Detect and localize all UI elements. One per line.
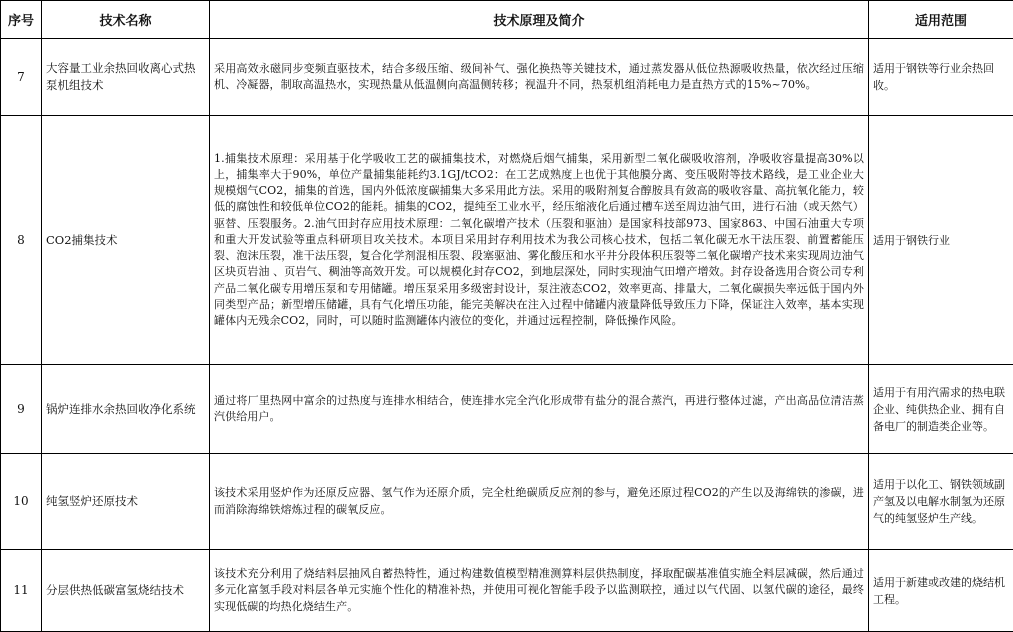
table-row (1, 365, 1013, 454)
table-row (1, 39, 1013, 116)
row-principle: 采用高效永磁同步变频直驱技术，结合多级压缩、级间补气、强化换热等关键技术，通过蒸发器从低位热源吸收热量，依次经过压缩机、冷凝器，制取高温热水，实现热量从低温侧向高温侧转移；视温升不同，热泵机组消耗电力是直热方式的15%~70%。 (210, 39, 869, 116)
row-name: 大容量工业余热回收离心式热泵机组技术 (42, 39, 210, 116)
row-principle: 通过将厂里热网中富余的过热度与连排水相结合，使连排水完全汽化形成带有盐分的混合蒸汽，再进行整体过滤，产出高品位清洁蒸汽供给用户。 (210, 365, 869, 454)
row-no: 11 (1, 550, 42, 632)
header-name: 技术名称 (42, 1, 210, 39)
row-principle: 该技术充分利用了烧结料层抽风自蓄热特性，通过构建数值模型精准测算料层供热制度，择取配碳基准值实施全料层减碳，然后通过多元化富氢手段对料层各单元实施个性化的精准补热，并使用可视化智能手段予以监测联控，通过以气代固、以氢代碳的途径，最终实现低碳的均热化烧结生产。 (210, 550, 869, 632)
row-scope: 适用于有用汽需求的热电联企业、纯供热企业、拥有自备电厂的制造类企业等。 (869, 365, 1013, 454)
row-scope: 适用于钢铁行业 (869, 116, 1013, 365)
row-scope: 适用于以化工、钢铁领域副产氢及以电解水制氢为还原气的纯氢竖炉生产线。 (869, 454, 1013, 550)
row-name: 锅炉连排水余热回收净化系统 (42, 365, 210, 454)
row-name: 纯氢竖炉还原技术 (42, 454, 210, 550)
table-row (1, 550, 1013, 632)
row-principle: 该技术采用竖炉作为还原反应器、氢气作为还原介质，完全杜绝碳质反应剂的参与，避免还原过程CO2的产生以及海绵铁的渗碳，进而消除海绵铁熔炼过程的碳氧反应。 (210, 454, 869, 550)
row-principle: 1.捕集技术原理：采用基于化学吸收工艺的碳捕集技术，对燃烧后烟气捕集，采用新型二氧化碳吸收溶剂，净吸收容量提高30%以上，捕集率大于90%，单位产量捕集能耗约3.1GJ/tCO2：在工艺成熟度上也优于其他膜分离、变压吸附等技术路线，是工业企业大规模烟气CO2，捕集的首选，国内外低浓度碳捕集大多采用此方法。采用的吸附剂复合醇胺具有敛高的吸收容量、高抗氧化能力，较低的腐蚀性和较低单位CO2的能耗。捕集的CO2，提纯至工业水平，经压缩液化后通过槽车送至周边油气田，进行石油（或天然气）驱替、压裂服务。2.油气田封存应用技术原理：二氧化碳增产技术（压裂和驱油）是国家科技部973、国家863、中国石油重大专项和重大开发试验等重点科研项目攻关技术。本项目采用封存利用技术为我公司核心技术，包括二氧化碳无水干法压裂、前置蓄能压裂、泡沫压裂，准干法压裂，复合化学剂混相压裂、段塞驱油、雾化酸压和水平井分段体积压裂等二氧化碳增产技术来实现周边油气区块页岩油 、页岩气、稠油等高效开发。可以规模化封存CO2，到地层深处，同时实现油气田增产增效。封存设备选用合资公司专利产品二氧化碳专用增压泵和专用储罐。增压泵采用多级密封设计，泵注液态CO2，效率更高、排量大，二氧化碳损失率远低于国内外同类型产品；新型增压储罐，具有气化增压功能，能完美解决在注入过程中储罐内液量降低导致压力下降，保证注入效率，基本实现罐体内无残余CO2，同时，可以随时监测罐体内液位的变化，并通过远程控制，降低操作风险。 (210, 116, 869, 365)
header-principle: 技术原理及简介 (210, 1, 869, 39)
row-no: 8 (1, 116, 42, 365)
row-name: CO2捕集技术 (42, 116, 210, 365)
row-scope: 适用于钢铁等行业余热回收。 (869, 39, 1013, 116)
header-scope: 适用范围 (869, 1, 1013, 39)
header-no: 序号 (1, 1, 42, 39)
header-row (1, 1, 1013, 39)
row-no: 7 (1, 39, 42, 116)
row-scope: 适用于新建或改建的烧结机工程。 (869, 550, 1013, 632)
table-row (1, 116, 1013, 365)
row-name: 分层供热低碳富氢烧结技术 (42, 550, 210, 632)
table-row (1, 454, 1013, 550)
row-no: 9 (1, 365, 42, 454)
row-no: 10 (1, 454, 42, 550)
